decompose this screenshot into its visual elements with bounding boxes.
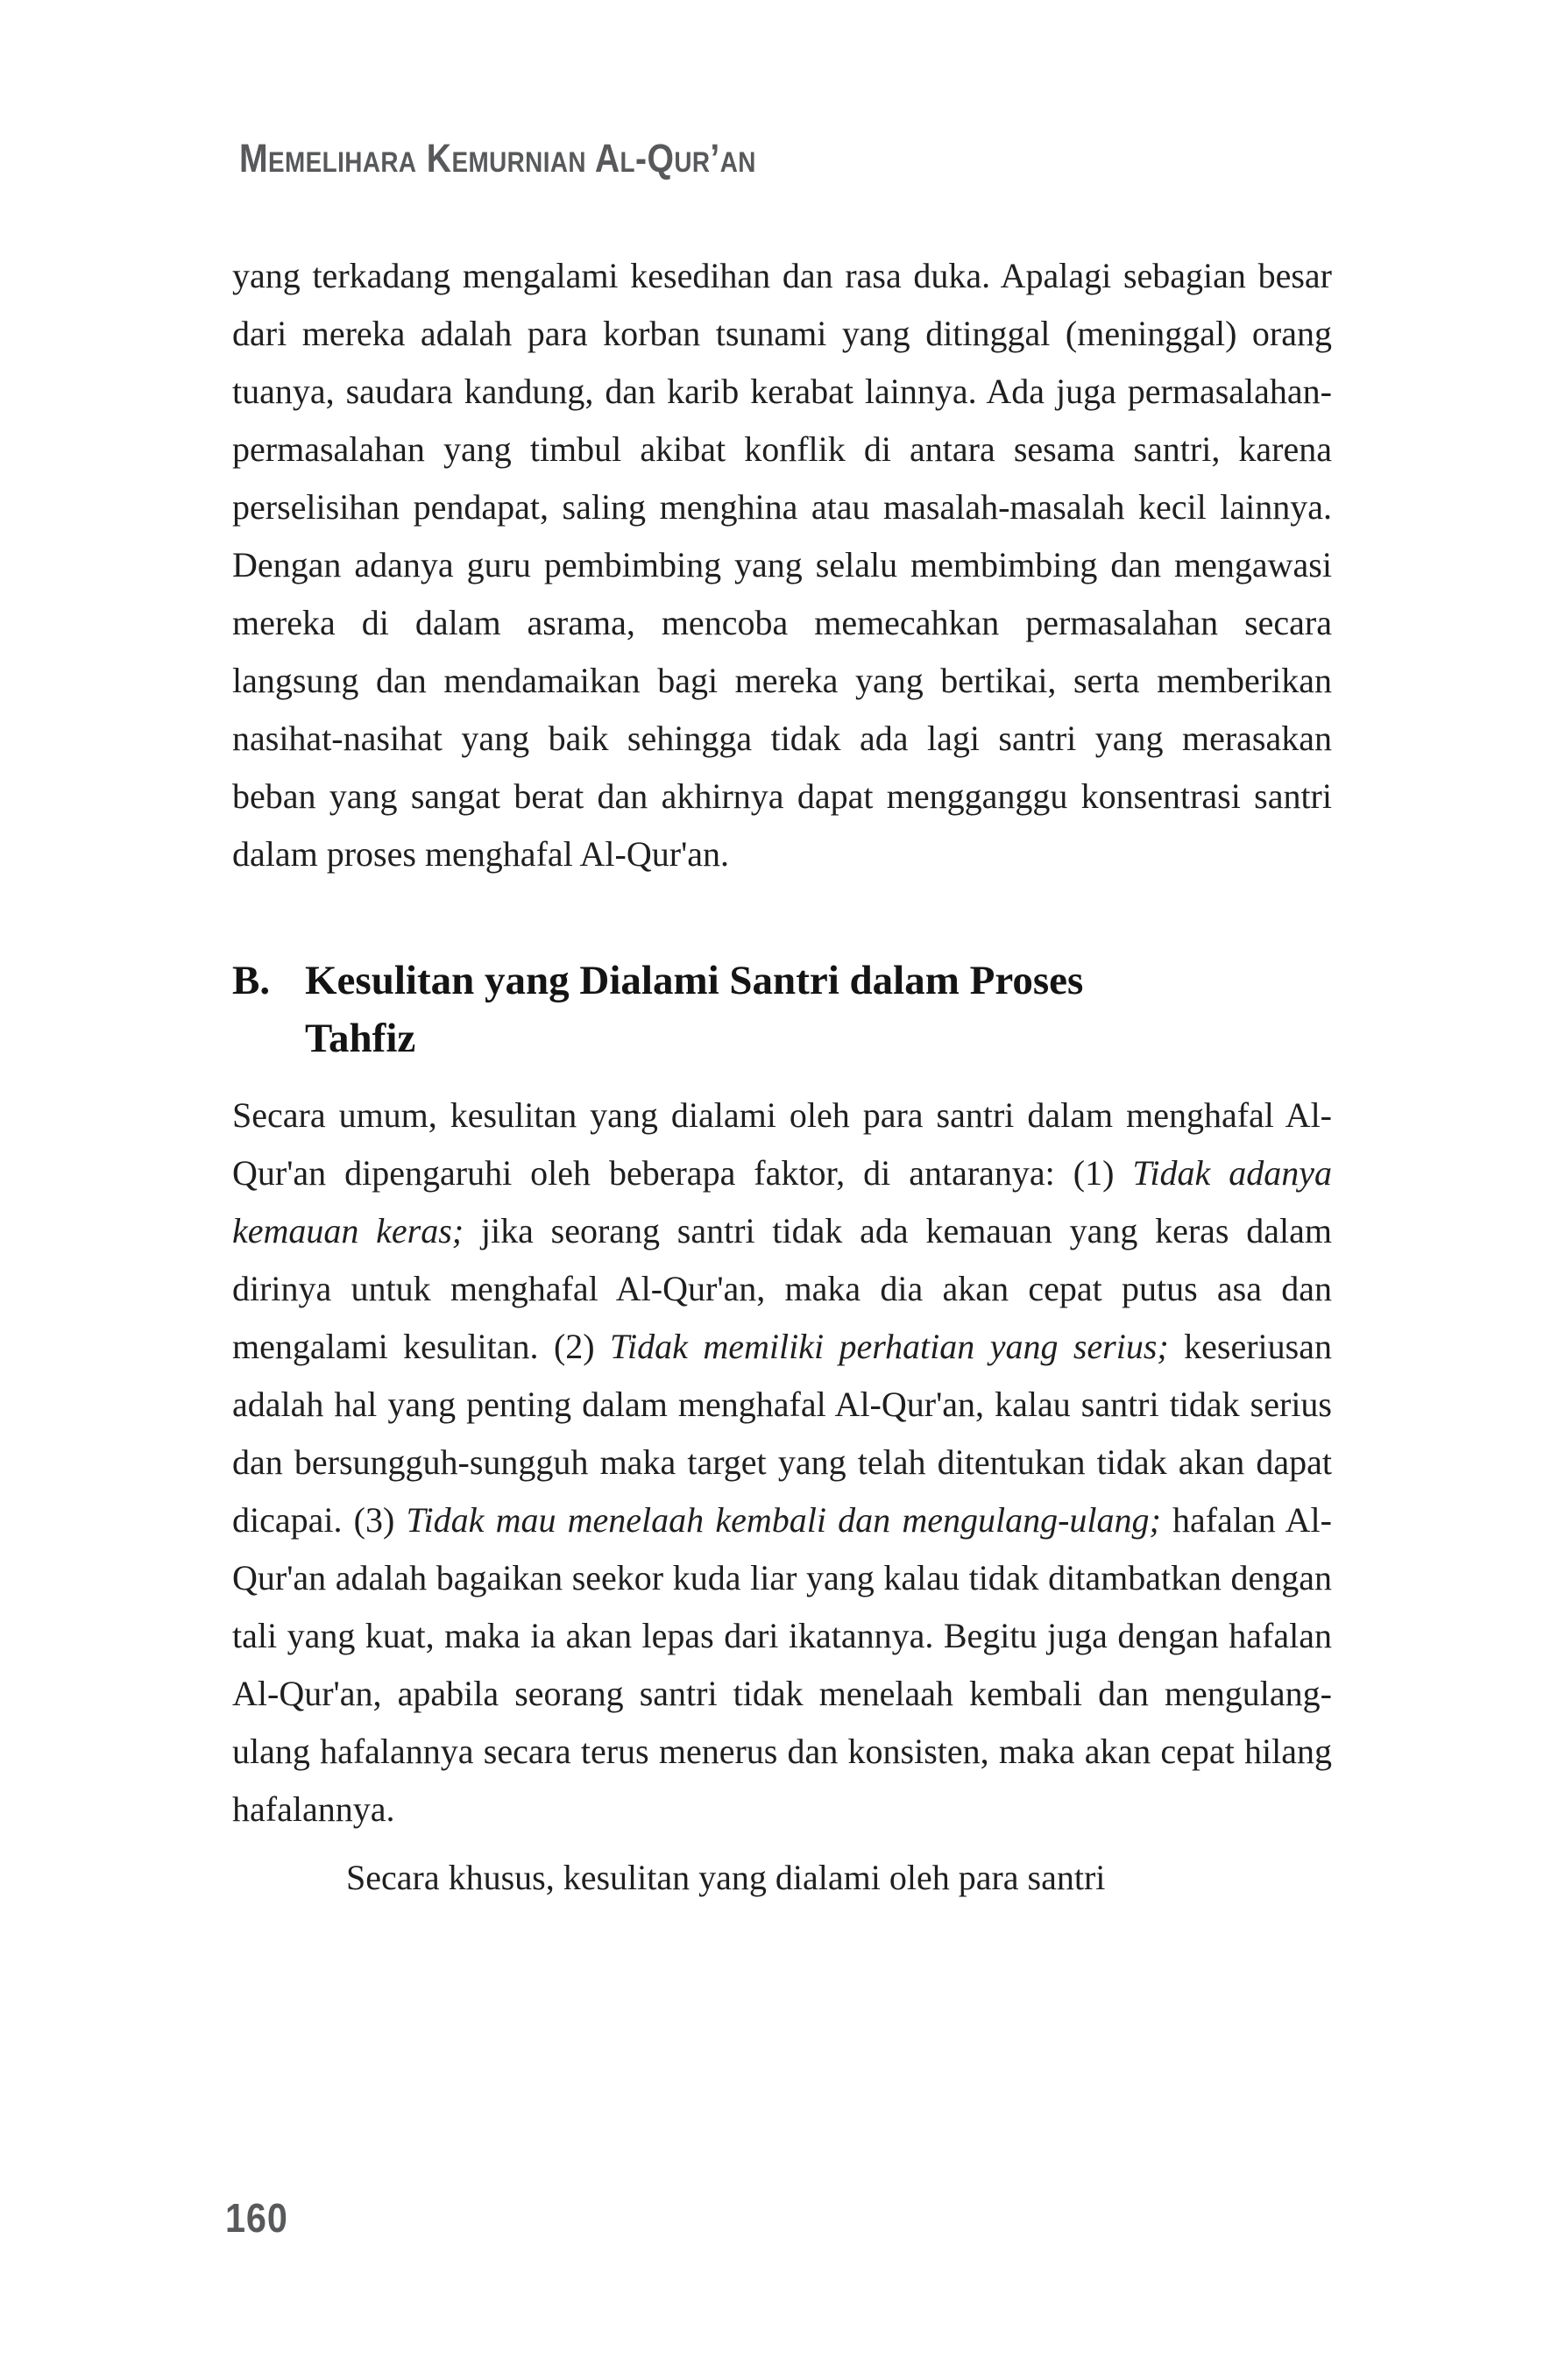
page-body-text <box>232 247 1332 1907</box>
section-heading-title-line2: Tahfiz <box>305 1016 416 1061</box>
section-heading-number: B. <box>232 958 271 1003</box>
section-heading <box>232 952 1332 1067</box>
page-number: 160 <box>225 2195 288 2241</box>
section-heading-title-line1: Kesulitan yang Dialami Santri dalam Proses <box>305 958 1084 1003</box>
paragraph-factors: Secara umum, kesulitan yang dialami oleh para santri dalam menghafal Al-Qur'an dipengaruhi oleh beberapa faktor, di antaranya: (1) Tidak adanya kemauan keras; jika seorang santri tidak ada kemauan yang keras dalam dirinya untuk menghafal Al-Qur'an, maka dia akan cepat putus asa dan mengalami kesulitan. (2) Tidak memiliki perhatian yang serius; keseriusan adalah hal yang penting dalam menghafal Al-Qur'an, kalau santri tidak serius dan bersungguh-sungguh maka target yang telah ditentukan tidak akan dapat dicapai. (3) Tidak mau menelaah kembali dan mengulang-ulang; hafalan Al-Qur'an adalah bagaikan seekor kuda liar yang kalau tidak ditambatkan dengan tali yang kuat, maka ia akan lepas dari ikatannya. Begitu juga dengan hafalan Al-Qur'an, apabila seorang santri tidak menelaah kembali dan mengulang-ulang hafalannya secara terus menerus dan konsisten, maka akan cepat hilang hafalannya. <box>232 1095 1332 1829</box>
section-heading-title <box>305 952 1332 1067</box>
running-header: Memelihara Kemurnian Al-Qur’an <box>239 136 756 181</box>
paragraph-closing: Secara khusus, kesulitan yang dialami oleh para santri <box>346 1858 1106 1897</box>
paragraph-intro: yang terkadang mengalami kesedihan dan rasa duka. Apalagi sebagian besar dari mereka adalah para korban tsunami yang ditinggal (meninggal) orang tuanya, saudara kandung, dan karib kerabat lainnya. Ada juga permasalahan-permasalahan yang timbul akibat konflik di antara sesama santri, karena perselisihan pendapat, saling menghina atau masalah-masalah kecil lainnya. Dengan adanya guru pembimbing yang selalu membimbing dan mengawasi mereka di dalam asrama, mencoba memecahkan permasalahan secara langsung dan mendamaikan bagi mereka yang bertikai, serta memberikan nasihat-nasihat yang baik sehingga tidak ada lagi santri yang merasakan beban yang sangat berat dan akhirnya dapat mengganggu konsentrasi santri dalam proses menghafal Al-Qur'an. <box>232 256 1332 874</box>
